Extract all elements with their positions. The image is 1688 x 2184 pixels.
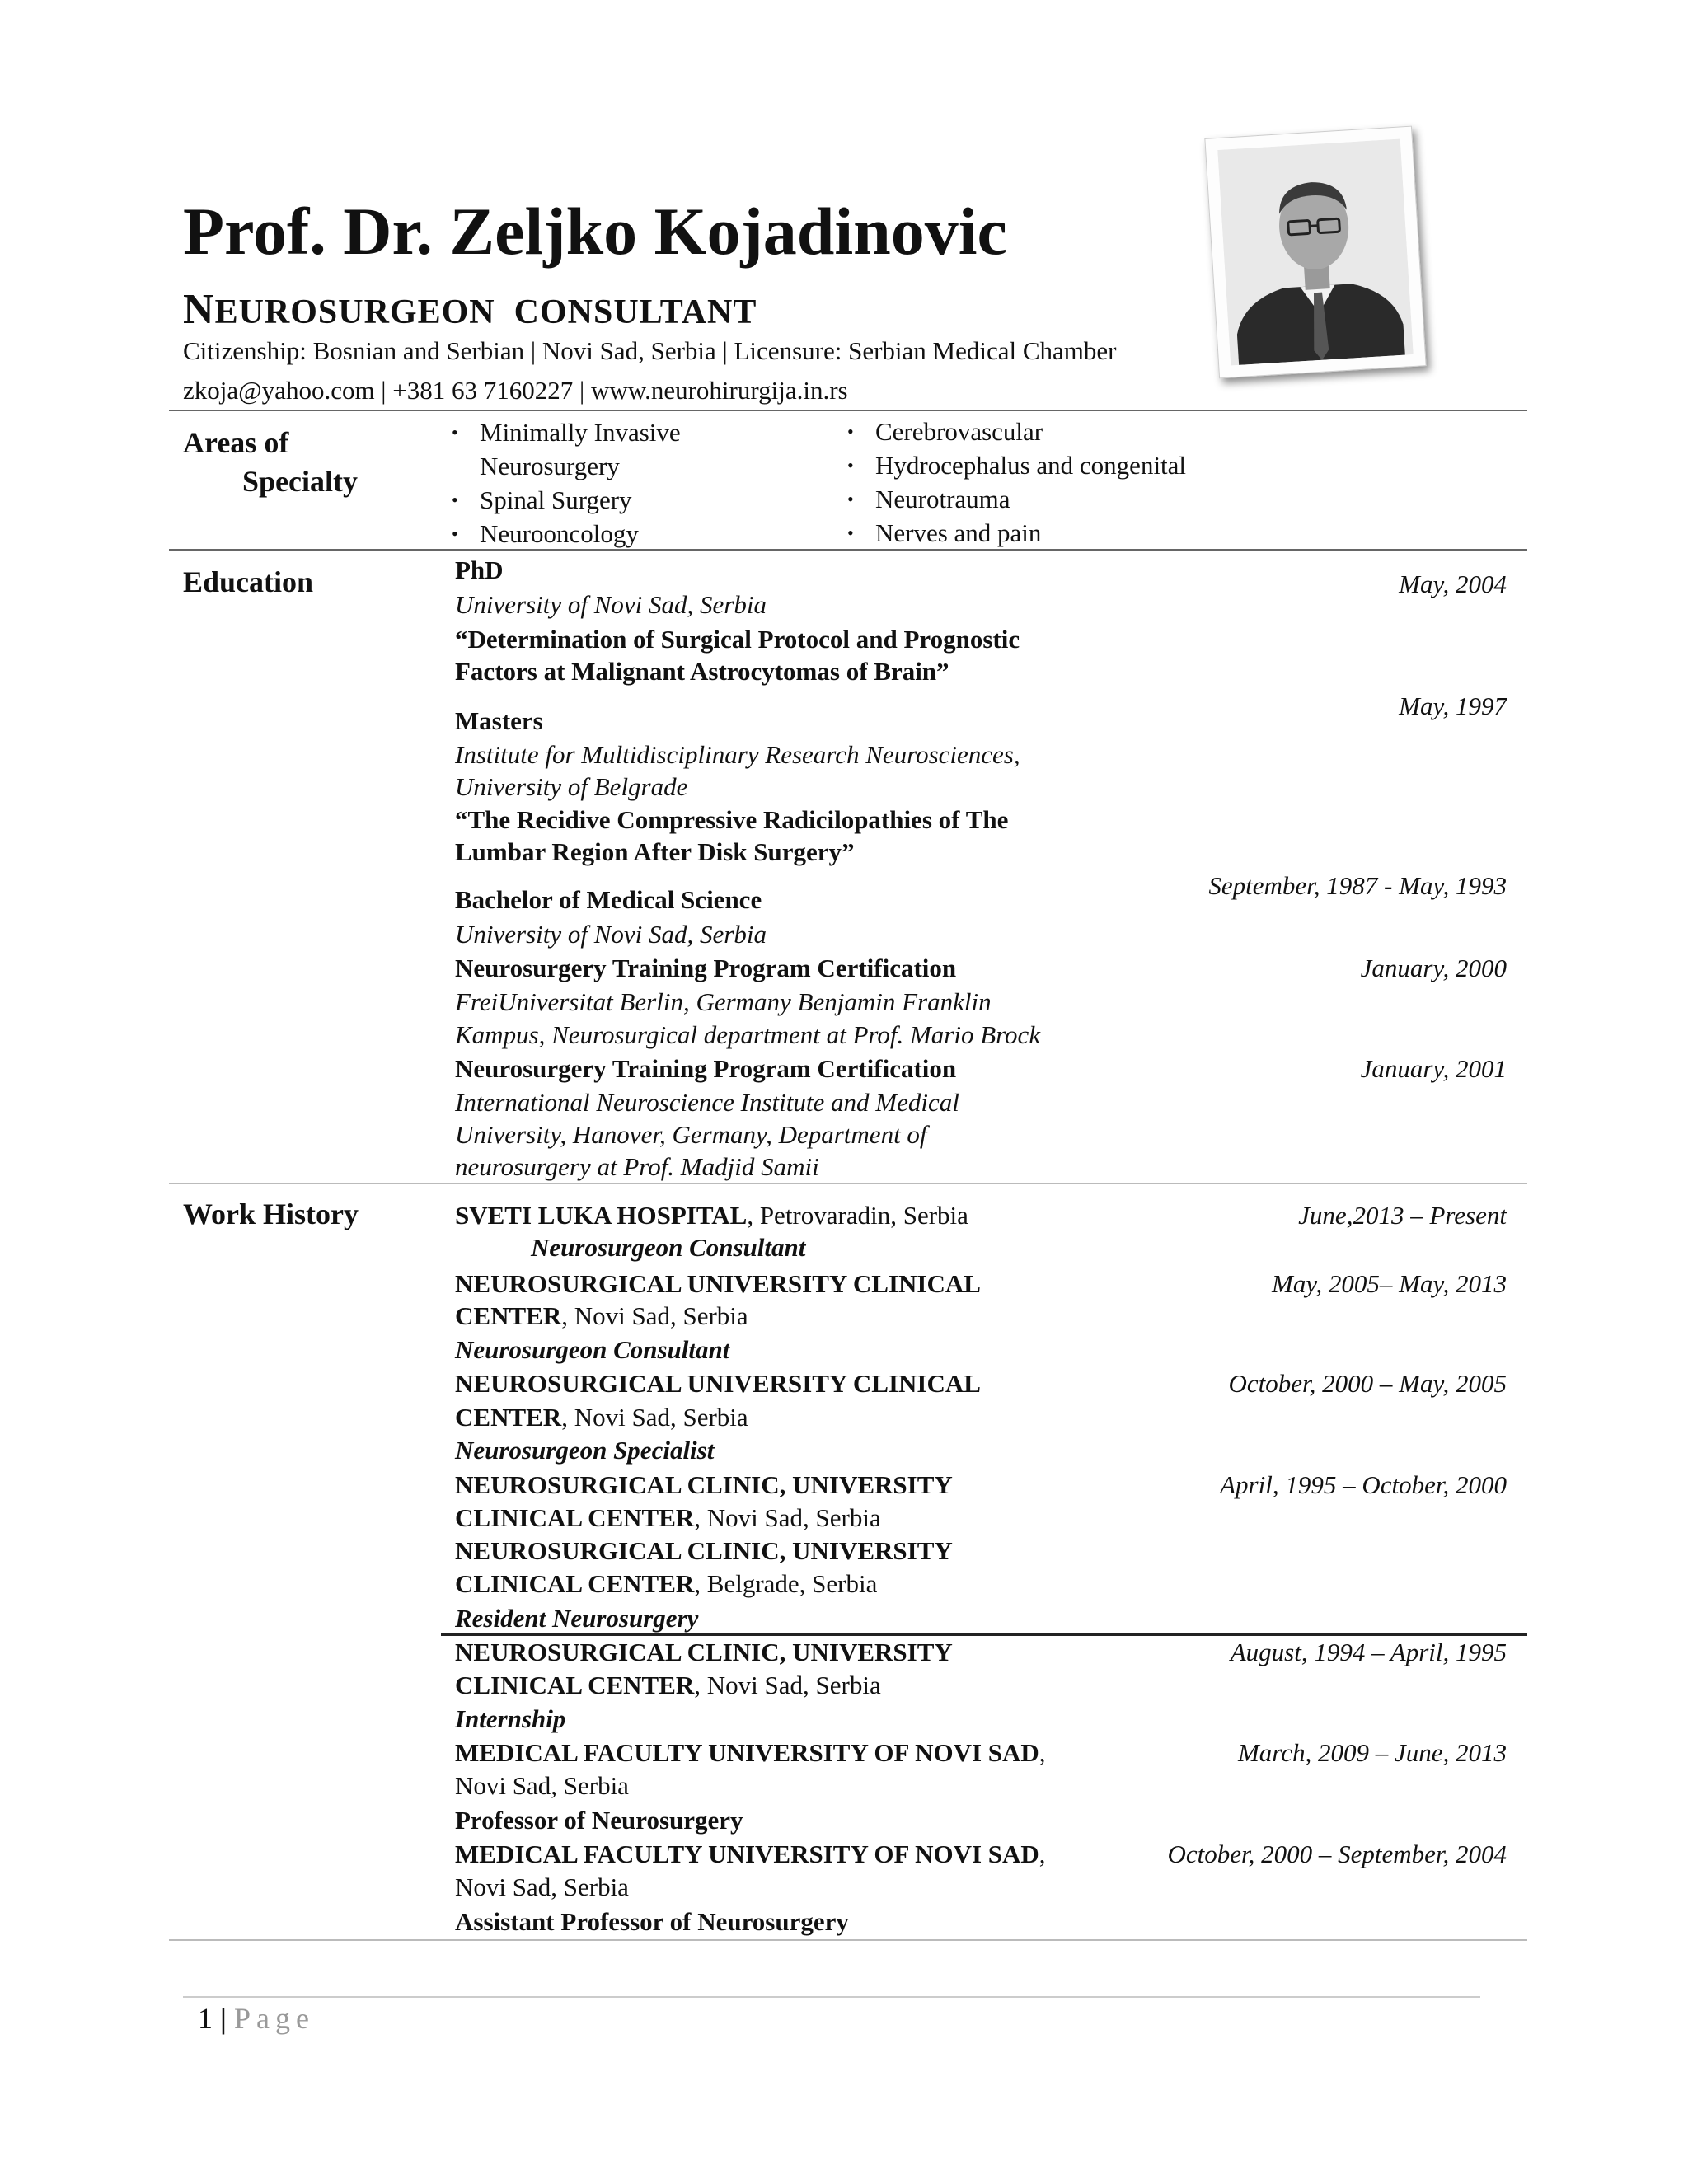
work-role: Assistant Professor of Neurosurgery bbox=[455, 1907, 849, 1936]
edu-institution: University, Hanover, Germany, Department of bbox=[455, 1120, 927, 1149]
edu-degree: Neurosurgery Training Program Certification bbox=[455, 1054, 957, 1083]
work-date: May, 2005– May, 2013 bbox=[1272, 1269, 1507, 1298]
specialty-item: • Nerves and pain bbox=[847, 516, 1309, 550]
work-org-name: MEDICAL FACULTY UNIVERSITY OF NOVI SAD bbox=[455, 1840, 1039, 1868]
work-org bbox=[455, 1199, 968, 1232]
edu-date: January, 2000 bbox=[1360, 954, 1507, 982]
work-location: , Novi Sad, Serbia bbox=[694, 1503, 881, 1532]
work-org bbox=[455, 1300, 748, 1333]
job-title-rest: EUROSURGEON bbox=[214, 293, 495, 331]
page-label: Page bbox=[233, 2002, 315, 2035]
work-org bbox=[455, 1401, 748, 1434]
work-divider bbox=[169, 1939, 1527, 1941]
specialty-heading-line1: Areas of bbox=[183, 426, 289, 459]
work-date: October, 2000 – September, 2004 bbox=[1167, 1840, 1507, 1868]
specialty-item: • Neurooncology bbox=[452, 517, 732, 551]
work-org bbox=[455, 1669, 881, 1702]
edu-institution: University of Novi Sad, Serbia bbox=[455, 920, 767, 949]
edu-date: May, 2004 bbox=[1399, 569, 1507, 598]
work-org-name: CLINICAL CENTER bbox=[455, 1671, 695, 1699]
contact-line-1: Citizenship: Bosnian and Serbian | Novi Sad, Serbia | Licensure: Serbian Medical Chamber bbox=[183, 336, 1117, 365]
specialty-item: • Cerebrovascular bbox=[847, 415, 1309, 448]
work-date: August, 1994 – April, 1995 bbox=[1230, 1638, 1507, 1666]
specialty-divider bbox=[169, 549, 1527, 551]
edu-date: May, 1997 bbox=[1399, 691, 1507, 720]
work-date: March, 2009 – June, 2013 bbox=[1237, 1738, 1507, 1767]
edu-institution: International Neuroscience Institute and Medical bbox=[455, 1088, 959, 1117]
job-title-second: CONSULTANT bbox=[513, 293, 757, 331]
work-role: Professor of Neurosurgery bbox=[455, 1806, 743, 1835]
edu-institution: FreiUniversitat Berlin, Germany Benjamin Franklin bbox=[455, 987, 992, 1016]
work-location: , bbox=[1039, 1738, 1046, 1767]
work-date: June,2013 – Present bbox=[1298, 1201, 1507, 1230]
work-org bbox=[455, 1838, 1046, 1871]
work-org: NEUROSURGICAL UNIVERSITY CLINICAL bbox=[455, 1269, 981, 1298]
work-org bbox=[455, 1568, 877, 1601]
edu-degree: Neurosurgery Training Program Certification bbox=[455, 954, 957, 982]
work-location: Novi Sad, Serbia bbox=[455, 1872, 629, 1901]
work-location: , Novi Sad, Serbia bbox=[561, 1301, 748, 1330]
candidate-name: Prof. Dr. Zeljko Kojadinovic bbox=[183, 194, 1007, 269]
work-org: NEUROSURGICAL CLINIC, UNIVERSITY bbox=[455, 1470, 953, 1499]
work-role: Internship bbox=[455, 1704, 566, 1733]
edu-degree: Bachelor of Medical Science bbox=[455, 885, 762, 914]
work-org bbox=[455, 1502, 881, 1535]
specialty-item: • Neurotrauma bbox=[847, 482, 1309, 516]
edu-institution: University of Novi Sad, Serbia bbox=[455, 590, 767, 619]
work-role: Neurosurgeon Consultant bbox=[455, 1335, 730, 1364]
work-role: Neurosurgeon Specialist bbox=[455, 1436, 715, 1465]
footer-divider bbox=[183, 1996, 1480, 1998]
work-location: , Novi Sad, Serbia bbox=[694, 1671, 881, 1699]
page-footer bbox=[198, 2001, 315, 2036]
work-date: October, 2000 – May, 2005 bbox=[1228, 1369, 1507, 1398]
specialty-item: • Spinal Surgery bbox=[452, 483, 732, 517]
edu-degree: Masters bbox=[455, 706, 543, 735]
edu-date: September, 1987 - May, 1993 bbox=[1208, 871, 1507, 900]
edu-institution: University of Belgrade bbox=[455, 772, 688, 801]
edu-thesis: Factors at Malignant Astrocytomas of Brain” bbox=[455, 657, 950, 686]
work-org-name: CLINICAL CENTER bbox=[455, 1503, 695, 1532]
edu-date: January, 2001 bbox=[1360, 1054, 1507, 1083]
education-divider bbox=[169, 1183, 1527, 1184]
edu-thesis: “The Recidive Compressive Radicilopathies of The bbox=[455, 805, 1009, 834]
work-org-name: CENTER bbox=[455, 1301, 562, 1330]
specialty-list-col1 bbox=[452, 415, 732, 551]
specialty-heading bbox=[183, 424, 358, 501]
work-org-name: MEDICAL FACULTY UNIVERSITY OF NOVI SAD bbox=[455, 1738, 1039, 1767]
profile-photo bbox=[1204, 126, 1426, 379]
edu-thesis: Lumbar Region After Disk Surgery” bbox=[455, 837, 855, 866]
portrait-image bbox=[1217, 138, 1414, 365]
job-title-initial: N bbox=[183, 286, 215, 333]
specialty-heading-line2: Specialty bbox=[242, 464, 358, 498]
header-divider bbox=[169, 410, 1527, 411]
work-location: Novi Sad, Serbia bbox=[455, 1771, 629, 1800]
work-org-name: CENTER bbox=[455, 1403, 562, 1432]
page-number: 1 bbox=[198, 2002, 213, 2035]
work-location: , Petrovaradin, Serbia bbox=[747, 1201, 968, 1230]
job-title bbox=[183, 288, 757, 331]
work-location: , Belgrade, Serbia bbox=[694, 1569, 878, 1598]
work-org-name: CLINICAL CENTER bbox=[455, 1569, 695, 1598]
work-heading: Work History bbox=[183, 1197, 359, 1230]
work-date: April, 1995 – October, 2000 bbox=[1220, 1470, 1507, 1499]
specialty-item: • Hydrocephalus and congenital bbox=[847, 448, 1309, 482]
edu-institution: Institute for Multidisciplinary Research Neurosciences, bbox=[455, 740, 1020, 769]
work-org: NEUROSURGICAL CLINIC, UNIVERSITY bbox=[455, 1536, 953, 1565]
edu-institution: Kampus, Neurosurgical department at Prof. Mario Brock bbox=[455, 1020, 1041, 1049]
work-org-name: SVETI LUKA HOSPITAL bbox=[455, 1201, 748, 1230]
edu-thesis: “Determination of Surgical Protocol and Prognostic bbox=[455, 625, 1020, 654]
work-org: NEUROSURGICAL CLINIC, UNIVERSITY bbox=[455, 1638, 953, 1666]
work-org bbox=[455, 1736, 1046, 1769]
contact-line-2: zkoja@yahoo.com | +381 63 7160227 | www.neurohirurgija.in.rs bbox=[183, 376, 848, 405]
work-role: Neurosurgeon Consultant bbox=[531, 1233, 806, 1262]
work-location: , Novi Sad, Serbia bbox=[561, 1403, 748, 1432]
specialty-item: • Minimally Invasive Neurosurgery bbox=[452, 415, 732, 483]
work-role: Resident Neurosurgery bbox=[455, 1604, 699, 1633]
edu-degree: PhD bbox=[455, 555, 504, 584]
work-org: NEUROSURGICAL UNIVERSITY CLINICAL bbox=[455, 1369, 981, 1398]
work-location: , bbox=[1039, 1840, 1046, 1868]
specialty-list-col2 bbox=[847, 415, 1309, 550]
edu-institution: neurosurgery at Prof. Madjid Samii bbox=[455, 1152, 819, 1181]
page-separator: | bbox=[220, 2002, 227, 2035]
education-heading: Education bbox=[183, 565, 314, 598]
